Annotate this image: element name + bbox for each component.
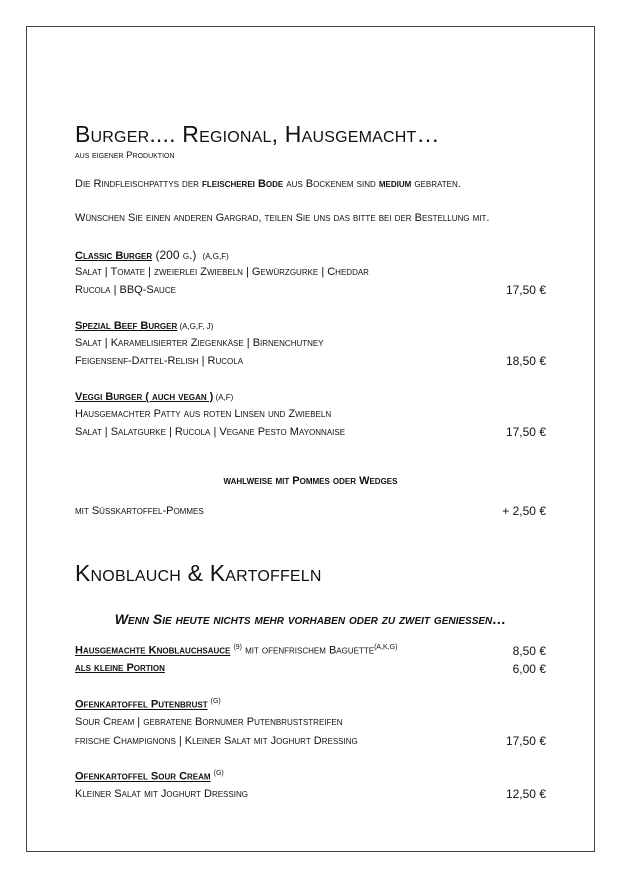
intro-text: [75, 178, 461, 190]
item-ofenkartoffel-sour-cream-title: [75, 770, 224, 783]
item-allergens: (G): [213, 770, 224, 777]
intro-part3: gebraten.: [411, 178, 461, 190]
item-description-line: Feigensenf-Dattel-Relish | Rucola: [75, 355, 244, 367]
item-description-line: frische Champignons | Kleiner Salat mit Joghurt Dressing: [75, 735, 358, 747]
item-allergens: (9): [233, 644, 243, 651]
menu-page: [26, 26, 595, 852]
item-price: 6,00 €: [512, 662, 546, 676]
item-price: 12,50 €: [505, 787, 546, 801]
item-name: Hausgemachte Knoblauchsauce: [75, 644, 231, 657]
side-option-heading: wahlweise mit Pommes oder Wedges: [223, 475, 398, 487]
item-extra: mit ofenfrischem Baguette: [242, 644, 375, 657]
section-title-knoblauch: Knoblauch & Kartoffeln: [75, 560, 322, 586]
item-description-line: Kleiner Salat mit Joghurt Dressing: [75, 788, 248, 800]
item-name: Veggi Burger ( auch vegan ): [75, 391, 214, 403]
item-veggi-burger-title: [75, 391, 233, 403]
item-extra: (200 g.): [152, 248, 197, 262]
item-price: 17,50 €: [505, 734, 546, 748]
item-description-line: Salat | Tomate | zweierlei Zwiebeln | Gewürzgurke | Cheddar: [75, 266, 369, 278]
doneness-note: Wünschen Sie einen anderen Gargrad, teilen Sie uns das bitte bei der Bestellung mit.: [75, 212, 490, 224]
item-name: Classic Burger: [75, 250, 153, 262]
item-name: Ofenkartoffel Sour Cream: [75, 770, 211, 783]
item-description-line: Hausgemachter Patty aus roten Linsen und Zwiebeln: [75, 408, 332, 420]
item-description-line: Salat | Salatgurke | Rucola | Vegane Pesto Mayonnaise: [75, 426, 346, 438]
section-tagline: Wenn Sie heute nichts mehr vorhaben oder zu zweit genießen…: [114, 611, 507, 627]
item-description-line: Sour Cream | gebratene Bornumer Putenbruststreifen: [75, 716, 343, 728]
item-name: Ofenkartoffel Putenbrust: [75, 698, 208, 711]
section-subtitle: aus eigener Produktion: [75, 150, 175, 161]
item-price: 17,50 €: [505, 425, 546, 439]
item-spezial-beef-burger-title: [75, 320, 213, 332]
side-option-line: mit Süßkartoffel-Pommes: [75, 505, 204, 517]
item-classic-burger-title: [75, 248, 229, 262]
item-price: 17,50 €: [505, 283, 546, 297]
item-allergens: (A,G,F, J): [177, 322, 214, 331]
item-knoblauchsauce-title: [75, 644, 397, 657]
item-allergens: (A,K,G): [374, 644, 398, 651]
item-allergens: (A,G,F): [202, 252, 229, 261]
item-ofenkartoffel-putenbrust-title: [75, 698, 221, 711]
section-title-burger: Burger.... Regional, Hausgemacht…: [75, 121, 440, 147]
item-description-line: Salat | Karamelisierter Ziegenkäse | Birnenchutney: [75, 337, 324, 349]
item-small-portion: als kleine Portion: [75, 662, 165, 674]
intro-medium: medium: [378, 178, 412, 190]
item-name: Spezial Beef Burger: [75, 320, 178, 332]
intro-part2: aus Bockenem sind: [283, 178, 379, 190]
intro-part1: Die Rindfleischpattys der: [75, 178, 202, 190]
item-price: 18,50 €: [505, 354, 546, 368]
item-allergens: (G): [210, 698, 221, 705]
item-price: 8,50 €: [512, 644, 546, 658]
item-allergens: (A,F): [213, 393, 234, 402]
item-description-line: Rucola | BBQ-Sauce: [75, 284, 176, 296]
side-option-price: + 2,50 €: [502, 504, 546, 518]
intro-butcher: fleischerei Bode: [202, 178, 284, 190]
